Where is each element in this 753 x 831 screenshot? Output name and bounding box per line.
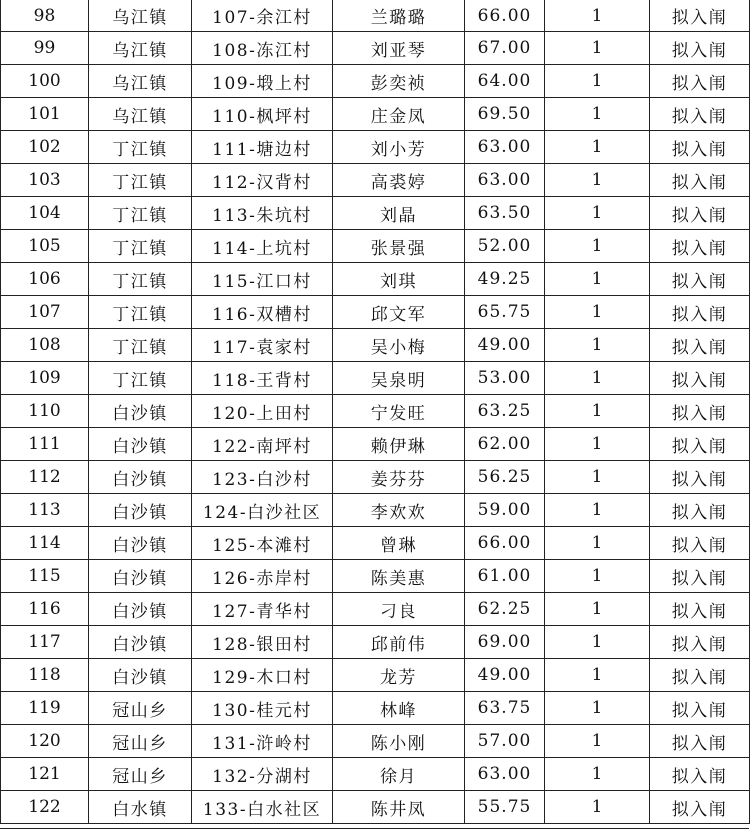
status-cell: 拟入闱: [650, 428, 750, 461]
candidate-name-cell: 吴泉明: [333, 362, 465, 395]
town-cell: 冠山乡: [89, 692, 192, 725]
count-cell: 1: [545, 461, 650, 494]
score-cell: 49.00: [465, 659, 545, 692]
score-cell: 63.00: [465, 164, 545, 197]
row-number-cell: 121: [1, 758, 89, 791]
village-cell: 109-塅上村: [192, 65, 333, 98]
row-number-cell: 117: [1, 626, 89, 659]
table-row: [1, 230, 750, 263]
count-cell: 1: [545, 65, 650, 98]
village-cell: 128-银田村: [192, 626, 333, 659]
count-cell: 1: [545, 626, 650, 659]
village-cell: 129-木口村: [192, 659, 333, 692]
row-number-cell: 113: [1, 494, 89, 527]
town-cell: 乌江镇: [89, 98, 192, 131]
town-cell: 白沙镇: [89, 461, 192, 494]
row-number-cell: 100: [1, 65, 89, 98]
status-cell: 拟入闱: [650, 32, 750, 65]
table-row: [1, 329, 750, 362]
status-cell: 拟入闱: [650, 0, 750, 32]
status-cell: 拟入闱: [650, 395, 750, 428]
village-cell: 133-白水社区: [192, 791, 333, 824]
town-cell: 丁江镇: [89, 197, 192, 230]
candidate-name-cell: 彭奕祯: [333, 65, 465, 98]
candidate-name-cell: 姜芬芬: [333, 461, 465, 494]
count-cell: 1: [545, 32, 650, 65]
town-cell: 白沙镇: [89, 494, 192, 527]
count-cell: 1: [545, 131, 650, 164]
row-number-cell: 116: [1, 593, 89, 626]
town-cell: 冠山乡: [89, 758, 192, 791]
score-cell: 61.00: [465, 560, 545, 593]
candidate-name-cell: 刘小芳: [333, 131, 465, 164]
candidate-name-cell: 龙芳: [333, 659, 465, 692]
row-number-cell: 119: [1, 692, 89, 725]
town-cell: 冠山乡: [89, 725, 192, 758]
status-cell: 拟入闱: [650, 725, 750, 758]
town-cell: 白沙镇: [89, 593, 192, 626]
candidate-name-cell: 兰璐璐: [333, 0, 465, 32]
village-cell: 107-余江村: [192, 0, 333, 32]
town-cell: 白沙镇: [89, 527, 192, 560]
village-cell: 123-白沙村: [192, 461, 333, 494]
table-row: [1, 626, 750, 659]
row-number-cell: 110: [1, 395, 89, 428]
count-cell: 1: [545, 329, 650, 362]
count-cell: 1: [545, 362, 650, 395]
status-cell: 拟入闱: [650, 65, 750, 98]
score-cell: 67.00: [465, 32, 545, 65]
village-cell: 117-袁家村: [192, 329, 333, 362]
table-row: [1, 428, 750, 461]
row-number-cell: 103: [1, 164, 89, 197]
table-row: [1, 362, 750, 395]
row-number-cell: 99: [1, 32, 89, 65]
table-row: [1, 791, 750, 824]
count-cell: 1: [545, 494, 650, 527]
status-cell: 拟入闱: [650, 197, 750, 230]
score-cell: 63.50: [465, 197, 545, 230]
score-cell: 49.00: [465, 329, 545, 362]
candidate-name-cell: 刘琪: [333, 263, 465, 296]
score-cell: 62.25: [465, 593, 545, 626]
count-cell: 1: [545, 692, 650, 725]
count-cell: 1: [545, 0, 650, 32]
town-cell: 白沙镇: [89, 428, 192, 461]
town-cell: 丁江镇: [89, 362, 192, 395]
table-row: [1, 725, 750, 758]
village-cell: 132-分湖村: [192, 758, 333, 791]
town-cell: 丁江镇: [89, 131, 192, 164]
row-number-cell: 104: [1, 197, 89, 230]
count-cell: 1: [545, 296, 650, 329]
candidate-name-cell: 邱前伟: [333, 626, 465, 659]
table-row: [1, 692, 750, 725]
row-number-cell: 101: [1, 98, 89, 131]
table-row: [1, 758, 750, 791]
table-row: [1, 0, 750, 32]
score-cell: 53.00: [465, 362, 545, 395]
status-cell: 拟入闱: [650, 659, 750, 692]
count-cell: 1: [545, 527, 650, 560]
table-row: [1, 593, 750, 626]
table-row: [1, 296, 750, 329]
count-cell: 1: [545, 593, 650, 626]
row-number-cell: 115: [1, 560, 89, 593]
village-cell: 115-江口村: [192, 263, 333, 296]
town-cell: 丁江镇: [89, 230, 192, 263]
village-cell: 118-王背村: [192, 362, 333, 395]
score-cell: 66.00: [465, 0, 545, 32]
score-cell: 52.00: [465, 230, 545, 263]
row-number-cell: 120: [1, 725, 89, 758]
table-body: [1, 0, 750, 824]
score-cell: 57.00: [465, 725, 545, 758]
candidate-name-cell: 李欢欢: [333, 494, 465, 527]
count-cell: 1: [545, 263, 650, 296]
status-cell: 拟入闱: [650, 494, 750, 527]
row-number-cell: 108: [1, 329, 89, 362]
table-row: [1, 659, 750, 692]
row-number-cell: 109: [1, 362, 89, 395]
score-cell: 63.75: [465, 692, 545, 725]
count-cell: 1: [545, 395, 650, 428]
village-cell: 108-冻江村: [192, 32, 333, 65]
row-number-cell: 111: [1, 428, 89, 461]
table-row: [1, 560, 750, 593]
candidate-name-cell: 陈美惠: [333, 560, 465, 593]
count-cell: 1: [545, 758, 650, 791]
table-row: [1, 263, 750, 296]
status-cell: 拟入闱: [650, 692, 750, 725]
score-cell: 55.75: [465, 791, 545, 824]
status-cell: 拟入闱: [650, 461, 750, 494]
candidate-name-cell: 刁良: [333, 593, 465, 626]
score-cell: 63.25: [465, 395, 545, 428]
count-cell: 1: [545, 98, 650, 131]
count-cell: 1: [545, 659, 650, 692]
town-cell: 白水镇: [89, 791, 192, 824]
town-cell: 丁江镇: [89, 263, 192, 296]
town-cell: 白沙镇: [89, 659, 192, 692]
count-cell: 1: [545, 230, 650, 263]
candidate-name-cell: 邱文军: [333, 296, 465, 329]
row-number-cell: 122: [1, 791, 89, 824]
score-cell: 66.00: [465, 527, 545, 560]
status-cell: 拟入闱: [650, 164, 750, 197]
score-cell: 64.00: [465, 65, 545, 98]
candidate-name-cell: 刘晶: [333, 197, 465, 230]
village-cell: 116-双槽村: [192, 296, 333, 329]
town-cell: 白沙镇: [89, 395, 192, 428]
status-cell: 拟入闱: [650, 593, 750, 626]
score-cell: 59.00: [465, 494, 545, 527]
candidate-name-cell: 林峰: [333, 692, 465, 725]
village-cell: 125-本滩村: [192, 527, 333, 560]
candidate-name-cell: 宁发旺: [333, 395, 465, 428]
status-cell: 拟入闱: [650, 791, 750, 824]
count-cell: 1: [545, 164, 650, 197]
score-cell: 69.50: [465, 98, 545, 131]
village-cell: 113-朱坑村: [192, 197, 333, 230]
status-cell: 拟入闱: [650, 527, 750, 560]
score-cell: 56.25: [465, 461, 545, 494]
table-row: [1, 527, 750, 560]
row-number-cell: 112: [1, 461, 89, 494]
status-cell: 拟入闱: [650, 230, 750, 263]
status-cell: 拟入闱: [650, 758, 750, 791]
row-number-cell: 102: [1, 131, 89, 164]
candidate-name-cell: 张景强: [333, 230, 465, 263]
row-number-cell: 105: [1, 230, 89, 263]
village-cell: 130-桂元村: [192, 692, 333, 725]
town-cell: 丁江镇: [89, 164, 192, 197]
table-row: [1, 461, 750, 494]
status-cell: 拟入闱: [650, 98, 750, 131]
score-cell: 49.25: [465, 263, 545, 296]
candidate-name-cell: 庄金凤: [333, 98, 465, 131]
village-cell: 112-汉背村: [192, 164, 333, 197]
score-cell: 65.75: [465, 296, 545, 329]
village-cell: 127-青华村: [192, 593, 333, 626]
row-number-cell: 106: [1, 263, 89, 296]
candidate-name-cell: 刘亚琴: [333, 32, 465, 65]
score-cell: 69.00: [465, 626, 545, 659]
village-cell: 110-枫坪村: [192, 98, 333, 131]
table-row: [1, 65, 750, 98]
town-cell: 乌江镇: [89, 0, 192, 32]
count-cell: 1: [545, 725, 650, 758]
candidate-name-cell: 吴小梅: [333, 329, 465, 362]
candidate-name-cell: 曾琳: [333, 527, 465, 560]
candidate-name-cell: 徐月: [333, 758, 465, 791]
town-cell: 白沙镇: [89, 560, 192, 593]
village-cell: 131-浒岭村: [192, 725, 333, 758]
table-row: [1, 494, 750, 527]
status-cell: 拟入闱: [650, 626, 750, 659]
village-cell: 111-塘边村: [192, 131, 333, 164]
town-cell: 乌江镇: [89, 32, 192, 65]
status-cell: 拟入闱: [650, 362, 750, 395]
town-cell: 丁江镇: [89, 329, 192, 362]
status-cell: 拟入闱: [650, 296, 750, 329]
candidate-name-cell: 陈小刚: [333, 725, 465, 758]
village-cell: 126-赤岸村: [192, 560, 333, 593]
count-cell: 1: [545, 791, 650, 824]
score-cell: 62.00: [465, 428, 545, 461]
status-cell: 拟入闱: [650, 329, 750, 362]
row-number-cell: 118: [1, 659, 89, 692]
table-row: [1, 197, 750, 230]
town-cell: 丁江镇: [89, 296, 192, 329]
table-row: [1, 395, 750, 428]
village-cell: 124-白沙社区: [192, 494, 333, 527]
count-cell: 1: [545, 560, 650, 593]
row-number-cell: 98: [1, 0, 89, 32]
table-row: [1, 164, 750, 197]
table-row: [1, 32, 750, 65]
count-cell: 1: [545, 197, 650, 230]
table-row: [1, 98, 750, 131]
village-cell: 122-南坪村: [192, 428, 333, 461]
status-cell: 拟入闱: [650, 131, 750, 164]
table-row: [1, 131, 750, 164]
score-cell: 63.00: [465, 758, 545, 791]
score-cell: 63.00: [465, 131, 545, 164]
status-cell: 拟入闱: [650, 560, 750, 593]
row-number-cell: 107: [1, 296, 89, 329]
row-number-cell: 114: [1, 527, 89, 560]
candidate-name-cell: 高裘婷: [333, 164, 465, 197]
candidate-name-cell: 赖伊琳: [333, 428, 465, 461]
village-cell: 120-上田村: [192, 395, 333, 428]
status-cell: 拟入闱: [650, 263, 750, 296]
town-cell: 白沙镇: [89, 626, 192, 659]
village-cell: 114-上坑村: [192, 230, 333, 263]
town-cell: 乌江镇: [89, 65, 192, 98]
count-cell: 1: [545, 428, 650, 461]
candidate-name-cell: 陈井凤: [333, 791, 465, 824]
